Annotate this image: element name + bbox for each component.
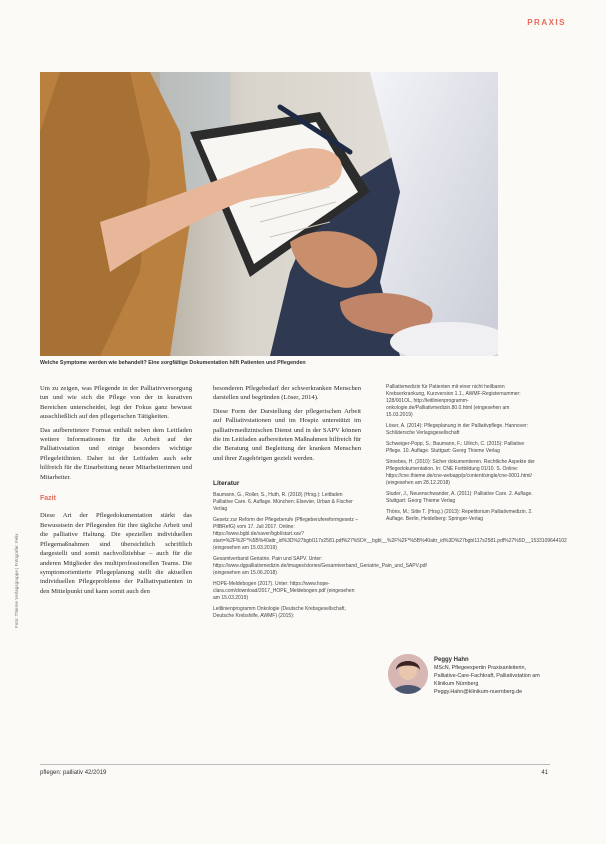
reference-column <box>386 384 536 527</box>
journal-name: pflegen: palliativ 42/2019 <box>40 770 107 776</box>
author-bio: MScN, Pflegeexpertin Praxisanleiterin, Palliative-Care-Fachkraft, Palliativstation am Klinikum Nürnberg <box>434 665 540 687</box>
section-label: PRAXIS <box>527 18 566 27</box>
reference-item: Baumann, G., Roller, S., Huth, R. (2018) (Hrsg.): Leitfaden Palliative Care. 6. Auflage. München: Elsevier, Urban & Fischer Verlag <box>213 491 353 512</box>
reference-item: Thöns, M.; Sitte T. (Hrsg.) (2013): Repetitorium Palliativmedizin. 2. Auflage. Berlin, Heidelberg: Springer-Verlag <box>386 509 533 522</box>
reference-item: Gesamtverband Geriatrie. Pain und SAPV. Unter: https://www.dgpalliativmedizin.de/images/stories/Gesamtverband_Geriatrie_Pain_und_SAPV.pdf (eingesehen am 15.06.2018) <box>213 555 427 576</box>
paragraph: Diese Art der Pflegedokumentation stärkt das Bewusstsein der Pflegenden für ihre tägliche Arbeit und die palliative Haltung. Die speziellen individuellen Pflegemaßnahmen sind übersichtlich schriftlich dargestellt und somit nachvollziehbar – auch für die anderen Mitglieder des multiprofessionellen Teams. Die symptomorientierte Pflegeplanung stellt die aktuellen individuellen Pflegeprobleme der Palliativpatienten in den Mittelpunkt und kann somit auch den <box>40 512 192 595</box>
reference-item: Schweiger-Popp, S.; Baumann, F.; Ullrich, C. (2015): Palliative Pflege. 10. Auflage. Stuttgart: Georg Thieme Verlag <box>386 441 525 454</box>
paragraph: besonderen Pflegebedarf der schwerkranken Menschen darstellen und begründen (Löser, 2014). <box>213 385 361 402</box>
reference-item: Löser, A. (2014): Pflegeplanung in der Palliativpflege. Hannover: Schlütersche Verlagsgesellschaft <box>386 423 529 436</box>
figure-caption: Welche Symptome werden wie behandelt? Eine sorgfältige Dokumentation hilft Patienten und Pflegenden <box>40 360 306 366</box>
photo-credit: Foto: Thieme Verlagsgruppe | Fotografie: Felix <box>14 533 19 628</box>
paragraph: Diese Form der Darstellung der pflegerischen Arbeit auf Palliativstationen und im Hospiz unterstützt im palliativmedizinischen Dienst und in der SAPV können die im Leitfaden aufbereiteten Maßnahmen hilfreich für die Beratung und Begleitung der kranken Menschen und ihrer Zugehörigen gezielt werden. <box>213 407 361 462</box>
reference-item: Gesetz zur Reform der Pflegeberufe (Pflegeberufereformgesetz – PflBRefG) vom 17. Juli 2017. Online: https://www.bgbl.de/xaver/bgbl/start.xav?start=%2F%2F*%5B%40attr_id%3D%27bgbl117s2581.pdf%27%5D#__bgbl__%2F%2F*%5B%40attr_id%3D%27bgbl117s2581.pdf%27%5D__1533109644102 (eingesehen am 15.03.2019) <box>213 516 567 551</box>
author-avatar <box>388 654 428 694</box>
paragraph: Das aufbereitetere Format enthält neben dem Leitfaden weitere Informationen für die Arbeit auf der Palliativstation und einige besonders wichtige Pflegeleitlinien. Daher ist der Leitfaden auch sehr hilfreich für die Einarbeitung neuer Mitarbeiterinnen und Mitarbeiter. <box>40 426 192 481</box>
reference-item: Studer, J., Neuenschwander, A. (2011): Palliative Care. 2. Auflage. Stuttgart: Georg Thieme Verlag <box>386 491 533 504</box>
paragraph: Um zu zeigen, was Pflegende in der Palliativversorgung tun und wie sich die Pflege von der in kurativen Bereichen unterscheidet, legt der Fokus ganz bewusst ausschließlich auf den pflegerischen Tätigkeiten. <box>40 385 192 421</box>
author-email[interactable]: Peggy.Hahn@klinikum-nuernberg.de <box>434 689 523 695</box>
page-footer <box>40 770 548 780</box>
reference-item: Leitlinienprogramm Onkologie (Deutsche Krebsgesellschaft, Deutsche Krebshilfe, AWMF) (2015): <box>213 605 346 619</box>
section-heading: Fazit <box>40 495 56 503</box>
footer-divider <box>40 764 550 765</box>
author-name: Peggy Hahn <box>434 657 469 663</box>
literature-heading: Literatur <box>213 480 240 488</box>
body-column-1 <box>40 384 192 600</box>
reference-item: Palliativmedizin für Patienten mit einer nicht heilbaren Krebserkrankung, Kurzversion 1.1., AWMF-Registernummer: 128/001OL, http://leitlinienprogramm-onkologie.de/Palliativmedizin.80.0.html (eingesehen am 15.03.2019) <box>386 384 521 418</box>
reference-item: HOPE-Meldebogen (2017). Unter: https://www.hope-clara.com/download/2017_HOPE_Meldebogen.pdf (eingesehen am 15.03.2019) <box>213 580 355 601</box>
reference-item: Stroebes, H. (2010): Sicher dokumentieren. Rechtliche Aspekte der Pflegedokumentation. In: CNE Fortbildung 01/10. S. Online: https://cne.thieme.de/cne-webapp/p/content/single/cne-0001.html/ (eingesehen am 28.12.2018) <box>386 459 535 486</box>
photo-documentation <box>40 72 498 356</box>
page-number: 41 <box>541 770 548 776</box>
